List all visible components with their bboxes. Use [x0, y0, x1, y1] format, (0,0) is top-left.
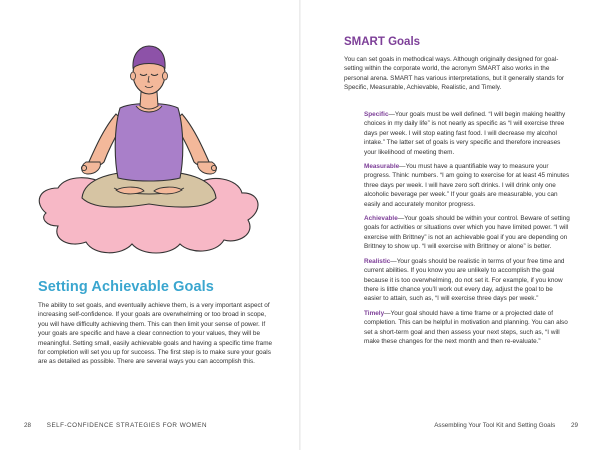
page-gutter: [299, 0, 301, 450]
smart-term: Timely: [364, 309, 385, 317]
smart-text: —Your goals should be within your control. Beware of setting goals for activities or situations over which you have limited power. “I will exercise with Brittney” is not an achievable goal if you are depending on Brittney to show up. “I will exercise with Brittney or alone” is better.: [364, 215, 570, 251]
left-page-heading: Setting Achievable Goals: [38, 279, 214, 295]
smart-item-achievable: [364, 214, 572, 252]
smart-term: Realistic: [364, 257, 391, 265]
meditating-woman-illustration: [24, 28, 274, 278]
smart-text: —Your goals should be realistic in terms of your free time and current abilities. If you know you are unlikely to accomplish the goal because it is too overwhelming, do not set it. For example, if you know there is little chance you’ll work out every day, adjust the goal to be easier to attain, such as, “I will exercise three days per week.”: [364, 257, 565, 303]
smart-term: Measurable: [364, 163, 400, 171]
smart-item-realistic: [364, 257, 572, 304]
smart-item-measurable: [364, 162, 572, 209]
right-footer: [434, 422, 578, 429]
left-hand: [81, 162, 100, 174]
left-page-body: The ability to set goals, and eventually achieve them, is a very important aspect of increasing self-confidence. If your goals are overwhelming or too broad in scope, you will have difficulty achieving them. This can then limit your sense of power. If your goals are specific and have a clear connection to your values, they will be meaningful. Setting small, easily achievable goals and having a specific time frame for completion will set you up for success. The first step is to make sure your goals are as detailed as possible. There are several ways you can accomplish this.: [38, 302, 273, 366]
smart-list: [364, 110, 572, 351]
running-head-left: SELF-CONFIDENCE STRATEGIES FOR WOMEN: [46, 422, 208, 429]
right-page-intro: You can set goals in methodical ways. Although originally designed for goal-setting within the corporate world, the acronym SMART also works in the personal arena. SMART has various interpretations, but it generally stands for Specific, Measurable, Achievable, Realistic, and Timely.: [344, 56, 565, 92]
page-number-right: 29: [570, 422, 578, 429]
running-head-right: Assembling Your Tool Kit and Setting Goals: [434, 422, 556, 429]
smart-item-specific: [364, 110, 572, 157]
smart-text: —You must have a quantifiable way to measure your progress. Think: numbers. “I am going to exercise for at least 45 minutes three days per week. I will have zero soft drinks. I will drink only one alcoholic beverage per week.” If your goals are measurable, you can easily and accurately monitor progress.: [364, 163, 570, 208]
smart-text: —Your goal should have a time frame or a projected date of completion. This can be helpful in motivation and planning. You can also set a short-term goal and then assess your next steps, such as, “I will make these changes for the next month and then re-evaluate.”: [364, 309, 568, 345]
left-footer: [24, 422, 207, 429]
smart-text: —Your goals must be well defined. “I will begin making healthy choices in my daily life” is not nearly as specific as “I will exercise three days per week. I will stop eating fast food. I will decrease my alcohol intake.” The latter set of goals is very specific and therefore increases your likelihood of meeting them.: [364, 111, 566, 156]
smart-term: Specific: [364, 111, 389, 118]
page-number-left: 28: [24, 422, 32, 429]
shirt: [115, 104, 183, 182]
right-hand: [198, 162, 217, 174]
smart-item-timely: [364, 309, 572, 347]
smart-term: Achievable: [364, 215, 398, 223]
right-page-heading: SMART Goals: [344, 36, 421, 48]
